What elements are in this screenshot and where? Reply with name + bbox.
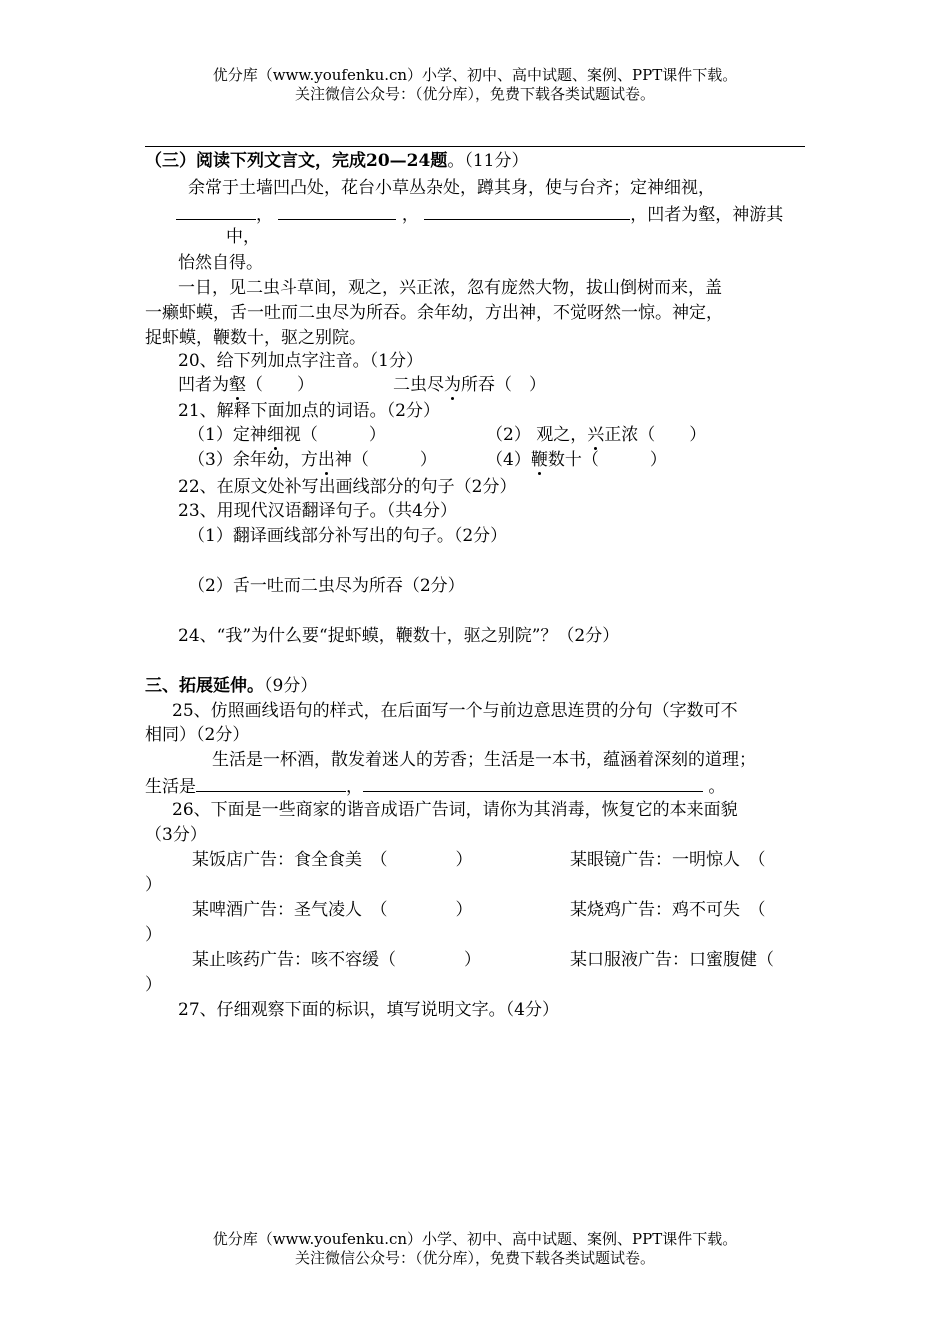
page-header bbox=[0, 66, 950, 104]
q21-item-2: （2） 观之，兴正浓（ ） bbox=[486, 425, 707, 445]
ad-item: 某啤酒广告：圣气凌人 （ ） bbox=[192, 900, 473, 920]
passage-line: 怡然自得。 bbox=[178, 253, 263, 273]
question-26: 26、下面是一些商家的谐音成语广告词，请你为其消毒，恢复它的本来面貌 bbox=[172, 800, 738, 820]
q20-item-a: 凹者为壑（ ） bbox=[178, 375, 314, 395]
q20-item-b: 二虫尽为所吞（ ） bbox=[393, 375, 546, 395]
header-line-2: 关注微信公众号：（优分库），免费下载各类试题试卷。 bbox=[294, 85, 655, 103]
passage-fill-line: ， ， ，凹者为壑，神游其 bbox=[176, 202, 783, 226]
q21-item-3: （3）余年幼，方出神（ ） bbox=[188, 450, 437, 470]
footer-line-1: 优分库（www.youfenku.cn）小学、初中、高中试题、案例、PPT课件下载。 bbox=[212, 1230, 738, 1248]
q25-example: 生活是一杯酒，散发着迷人的芳香；生活是一本书，蕴涵着深刻的道理； bbox=[212, 750, 756, 770]
part3-title: 三、拓展延伸。（9分） bbox=[145, 676, 318, 696]
passage-line: 一癞虾蟆，舌一吐而二虫尽为所吞。余年幼，方出神，不觉呀然一惊。神定， bbox=[145, 303, 723, 323]
question-27: 27、仔细观察下面的标识，填写说明文字。（4分） bbox=[178, 1000, 559, 1020]
question-22: 22、在原文处补写出画线部分的句子（2分） bbox=[178, 477, 517, 497]
q21-item-1: （1）定神细视（ ） bbox=[188, 425, 386, 445]
header-rule bbox=[145, 146, 805, 147]
ad-item: 某眼镜广告：一明惊人 （ bbox=[570, 850, 766, 870]
ad-item: 某止咳药广告：咳不容缓（ ） bbox=[192, 950, 481, 970]
answer-blank[interactable] bbox=[278, 202, 396, 220]
passage-line: 捉虾蟆，鞭数十，驱之别院。 bbox=[145, 328, 366, 348]
question-24: 24、“我”为什么要“捉虾蟆，鞭数十，驱之别院”？（2分） bbox=[178, 626, 620, 646]
passage-line: 中， bbox=[226, 227, 260, 247]
answer-blank[interactable] bbox=[176, 202, 256, 220]
q23-item-2: （2）舌一吐而二虫尽为所吞（2分） bbox=[188, 576, 465, 596]
ad-item: 某口服液广告：口蜜腹健（ bbox=[570, 950, 774, 970]
q25-answer-line: 生活是 ， 。 bbox=[145, 774, 725, 798]
answer-blank[interactable] bbox=[196, 774, 346, 792]
ad-close-paren: ） bbox=[145, 875, 162, 895]
page-footer bbox=[0, 1230, 950, 1268]
header-line-1: 优分库（www.youfenku.cn）小学、初中、高中试题、案例、PPT课件下载。 bbox=[212, 66, 738, 84]
q23-item-1: （1）翻译画线部分补写出的句子。（2分） bbox=[188, 526, 508, 546]
ad-item: 某烧鸡广告：鸡不可失 （ bbox=[570, 900, 766, 920]
q21-item-4: （4）鞭数十（ ） bbox=[486, 450, 667, 470]
answer-blank[interactable] bbox=[363, 774, 703, 792]
ad-close-paren: ） bbox=[145, 925, 162, 945]
section3-title: （三）阅读下列文言文，完成20—24题。（11分） bbox=[145, 151, 529, 171]
question-25: 25、仿照画线语句的样式，在后面写一个与前边意思连贯的分句（字数可不 bbox=[172, 701, 738, 721]
footer-line-2: 关注微信公众号：（优分库），免费下载各类试题试卷。 bbox=[294, 1249, 655, 1267]
ad-close-paren: ） bbox=[145, 975, 162, 995]
question-25-cont: 相同）（2分） bbox=[145, 725, 250, 745]
question-21: 21、解释下面加点的词语。（2分） bbox=[178, 401, 440, 421]
passage-line: 一日，见二虫斗草间，观之，兴正浓，忽有庞然大物，拔山倒树而来，盖 bbox=[178, 278, 722, 298]
question-20: 20、给下列加点字注音。（1分） bbox=[178, 351, 423, 371]
ad-item: 某饭店广告：食全食美 （ ） bbox=[192, 850, 473, 870]
passage-line: 余常于土墙凹凸处，花台小草丛杂处，蹲其身，使与台齐；定神细视， bbox=[188, 178, 715, 198]
answer-blank[interactable] bbox=[424, 202, 630, 220]
question-26-cont: （3分） bbox=[145, 825, 207, 845]
question-23: 23、用现代汉语翻译句子。（共4分） bbox=[178, 501, 457, 521]
